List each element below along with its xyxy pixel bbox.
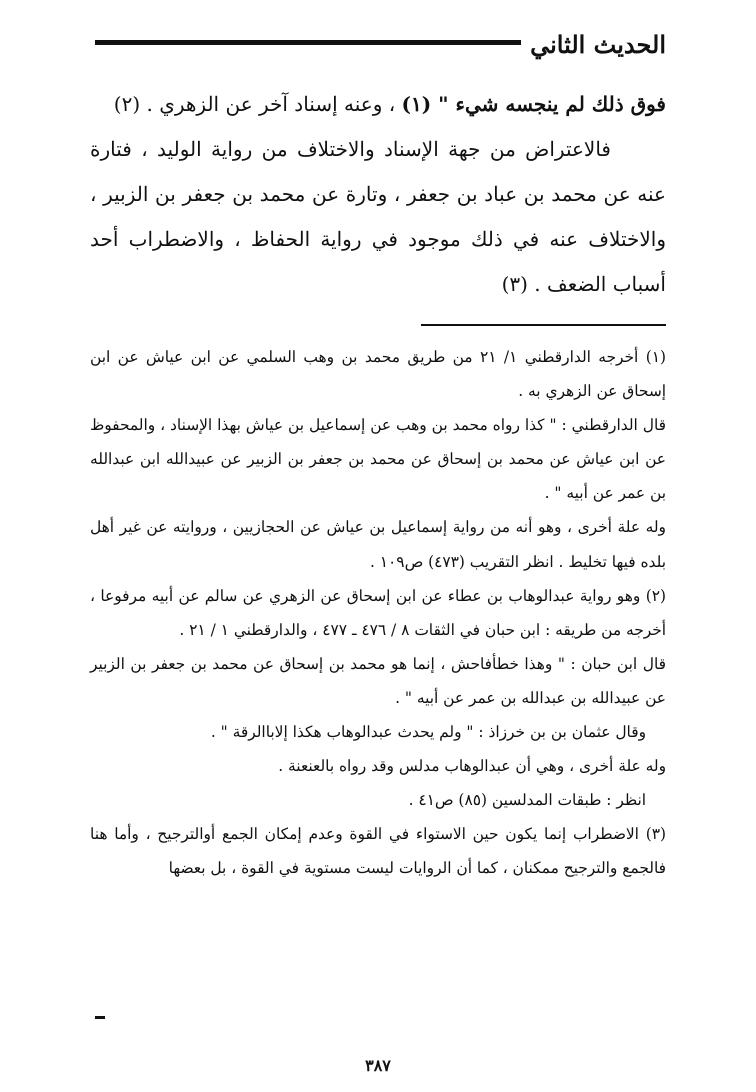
continuation-dash	[95, 1016, 105, 1019]
main-paragraph-2: فالاعتراض من جهة الإسناد والاختلاف من رواية الوليد ، فتارة عنه عن محمد بن عباد بن جعفر ، وتارة عن محمد بن جعفر بن الزبير ، والاختلاف عنه في ذلك موجود في رواية الحفاظ ، والاضطراب أحد أسباب الضعف . (٣)	[90, 137, 666, 296]
main-text	[90, 82, 666, 307]
footnote-3: (٣) الاضطراب إنما يكون حين الاستواء في القوة وعدم إمكان الجمع أوالترجيح ، وأما هنا فالجمع والترجيح ممكنان ، كما أن الروايات ليست مستوية في القوة ، بل بعضها	[90, 825, 666, 878]
main-paragraph-1	[90, 82, 666, 127]
page-number: ٣٨٧	[365, 1056, 391, 1075]
footnote-2-ref: انظر : طبقات المدلسين (٨٥) ص٤١ .	[408, 791, 646, 810]
footnote-2: (٢) وهو رواية عبدالوهاب بن عطاء عن ابن إسحاق عن الزهري عن سالم عن أبيه مرفوعا ، أخرجه من طريقه : ابن حبان في الثقات ٨ / ٤٧٦ ـ ٤٧٧ ، والدارقطني ١ / ٢١ .	[90, 586, 666, 639]
main-paragraph-1-rest: ، وعنه إسناد آخر عن الزهري . (٢)	[113, 92, 396, 116]
running-header	[95, 28, 666, 62]
footnotes	[90, 340, 666, 886]
footnote-2-extra: وله علة أخرى ، وهي أن عبدالوهاب مدلس وقد رواه بالعنعنة .	[278, 757, 666, 776]
footnote-2-uthman: وقال عثمان بن بن خرزاذ : " ولم يحدث عبدالوهاب هكذا إلاباالرقة " .	[210, 723, 646, 742]
chapter-title: الحديث الثاني	[530, 30, 666, 59]
header-rule	[95, 40, 521, 45]
footnote-1-extra: وله علة أخرى ، وهو أنه من رواية إسماعيل بن عياش عن الحجازيين ، وروايته عن غير أهل بلده فيها تخليط . انظر التقريب (٤٧٣) ص١٠٩ .	[90, 518, 666, 571]
main-paragraph-1-bold: فوق ذلك لم ينجسه شيء " (١)	[401, 92, 666, 116]
footnote-2-comment: قال ابن حبان : " وهذا خطأفاحش ، إنما هو محمد بن إسحاق عن محمد بن جعفر بن الزبير عن عبيدالله بن عبدالله بن عمر عن أبيه " .	[90, 654, 666, 707]
footnote-1: (١) أخرجه الدارقطني ١/ ٢١ من طريق محمد بن وهب السلمي عن ابن عياش عن ابن إسحاق عن الزهري به .	[90, 348, 667, 401]
footnote-separator	[421, 324, 666, 326]
footnote-1-comment: قال الدارقطني : " كذا رواه محمد بن وهب عن إسماعيل بن عياش بهذا الإسناد ، والمحفوظ عن ابن عياش عن محمد بن إسحاق عن محمد بن جعفر بن الزبير عن عبيدالله ابن عبدالله بن عمر عن أبيه " .	[90, 416, 666, 503]
